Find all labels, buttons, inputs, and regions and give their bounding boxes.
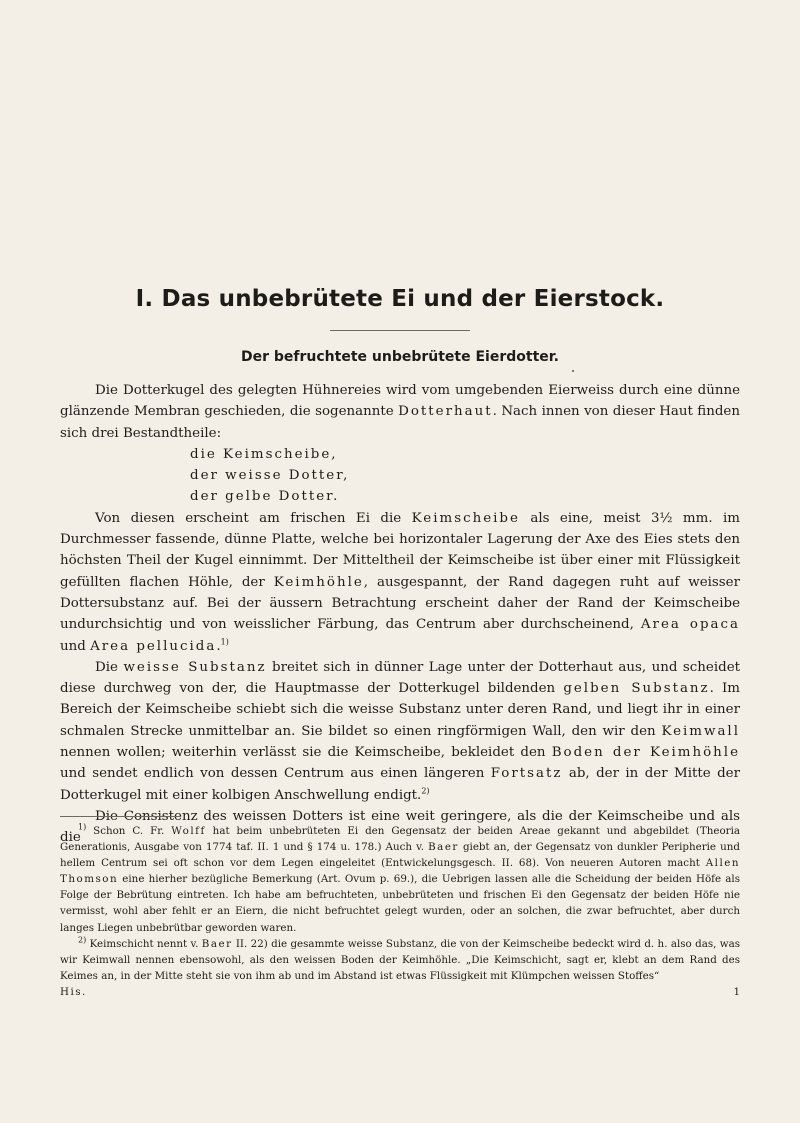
paragraph-2: Von diesen erscheint am frischen Ei die Keimscheibe als eine, meist 3½ mm. im Durchmesser fassende, dünne Platte, welche bei horizontaler Lagerung der Axe des Eies stets den höchsten Theil der Kugel einnimmt. Der Mitteltheil der Keimscheibe ist über einer mit Flüssigkeit gefüllten flachen Höhle, der Keimhöhle, ausgespannt, der Rand dagegen ruht auf weisser Dottersubstanz auf. Bei der äussern Betrachtung erscheint daher der Rand der Keimscheibe undurchsichtig und von weisslicher Färbung, das Centrum aber durchscheinend, Area opaca und Area pellucida.$^{1)}$ <box>60 510 741 654</box>
footnote-divider <box>60 816 180 817</box>
sheet-number: 1 <box>733 985 740 998</box>
term-gelben-substanz: gelben Substanz <box>563 681 710 697</box>
footnotes <box>60 823 740 1000</box>
term-keimwall: Keimwall <box>661 723 740 739</box>
term-keimhoehle: Keimhöhle <box>273 574 364 590</box>
footnote-2: $^{2)}$ Keimschicht nennt v. Baer II. 22) die gesammte weisse Substanz, die von der Keimscheibe bedeckt wird d. h. also das, was wir Keimwall nennen ebensowohl, als den weissen Boden der Keimhöhle. „Die Keimschicht, sagt er, klebt an dem Rand des Keimes an, in der Mitte steht sie von ihm ab und im Abstand ist etwas Flüssigkeit mit Klümpchen weissen Stoffes“ <box>60 935 741 982</box>
list-item: die Keimscheibe, <box>190 446 338 462</box>
term-area-opaca: Area opaca <box>640 617 740 633</box>
term-keimscheibe: Keimscheibe <box>411 510 520 526</box>
signature-mark: His. <box>60 985 87 998</box>
chapter-title: I. Das unbebrütete Ei und der Eierstock. <box>135 286 665 312</box>
section-title: Der befruchtete unbebrütete Eierdotter. <box>241 349 559 365</box>
list-item: der gelbe Dotter. <box>190 489 340 505</box>
paragraph-1: Die Dotterkugel des gelegten Hühnereies wird vom umgebenden Eierweiss durch eine dünne glänzende Membran geschieden, die sogenannte Dotterhaut. Nach innen von dieser Haut finden sich drei Bestandtheile: <box>60 383 740 441</box>
body-text <box>60 380 740 849</box>
paragraph-4: Die Consistenz des weissen Dotters ist eine weit geringere, als die der Keimscheibe und als die <box>60 808 740 846</box>
term-weisse-substanz: weisse Substanz <box>123 659 267 675</box>
term-area-pellucida: Area pellucida <box>90 638 217 654</box>
footnote-1: $^{1)}$ Schon C. Fr. Wolff hat beim unbebrüteten Ei den Gegensatz der beiden Areae gekannt und abgebildet (Theoria Generationis, Ausgabe von 1774 taf. II. 1 und § 174 u. 178.) Auch v. Baer giebt an, der Gegensatz von dunkler Peripherie und hellem Centrum sei oft schon vor dem Legen eingeleitet (Entwickelungsgesch. II. 68). Von neueren Autoren macht Allen Thomson eine hierher bezügliche Bemerkung (Art. Ovum p. 69.), die Uebrigen lassen alle die Scheidung der beiden Höfe als Folge der Bebrütung eintreten. Ich habe am befruchteten, unbebrüteten und frischen Ei den Gegensatz der beiden Höfe nie vermisst, wohl aber fehlt er an Eiern, die nicht befruchtet gelegt wurden, oder an solchen, die zwar befruchtet, aber durch langes Liegen unbebrütbar geworden waren. <box>60 822 741 934</box>
footnote-ref-2: 2) <box>421 786 430 796</box>
term-dotterhaut: Dotterhaut <box>398 404 493 420</box>
title-divider <box>330 330 470 331</box>
footnote-ref-1: 1) <box>220 637 229 647</box>
list-item: der weisse Dotter, <box>190 468 350 484</box>
paragraph-3: Die weisse Substanz breitet sich in dünner Lage unter der Dotterhaut aus, und scheidet diese durchweg von der, die Hauptmasse der Dotterkugel bildenden gelben Substanz. Im Bereich der Keimscheibe schiebt sich die weisse Substanz unter deren Rand, und liegt ihr in einer schmalen Strecke unmittelbar an. Sie bildet so einen ringförmigen Wall, den wir den Keimwall nennen wollen; weiterhin verlässt sie die Keimscheibe, bekleidet den Boden der Keimhöhle und sendet endlich von dessen Centrum aus einen längeren Fortsatz ab, der in der Mitte der Dotterkugel mit einer kolbigen Anschwellung endigt.$^{2)}$ <box>60 659 741 803</box>
term-boden-der-keimhoehle: Boden der Keimhöhle <box>551 745 741 761</box>
signature-line <box>60 984 740 1000</box>
print-speck <box>572 370 574 372</box>
term-fortsatz: Fortsatz <box>490 766 563 782</box>
